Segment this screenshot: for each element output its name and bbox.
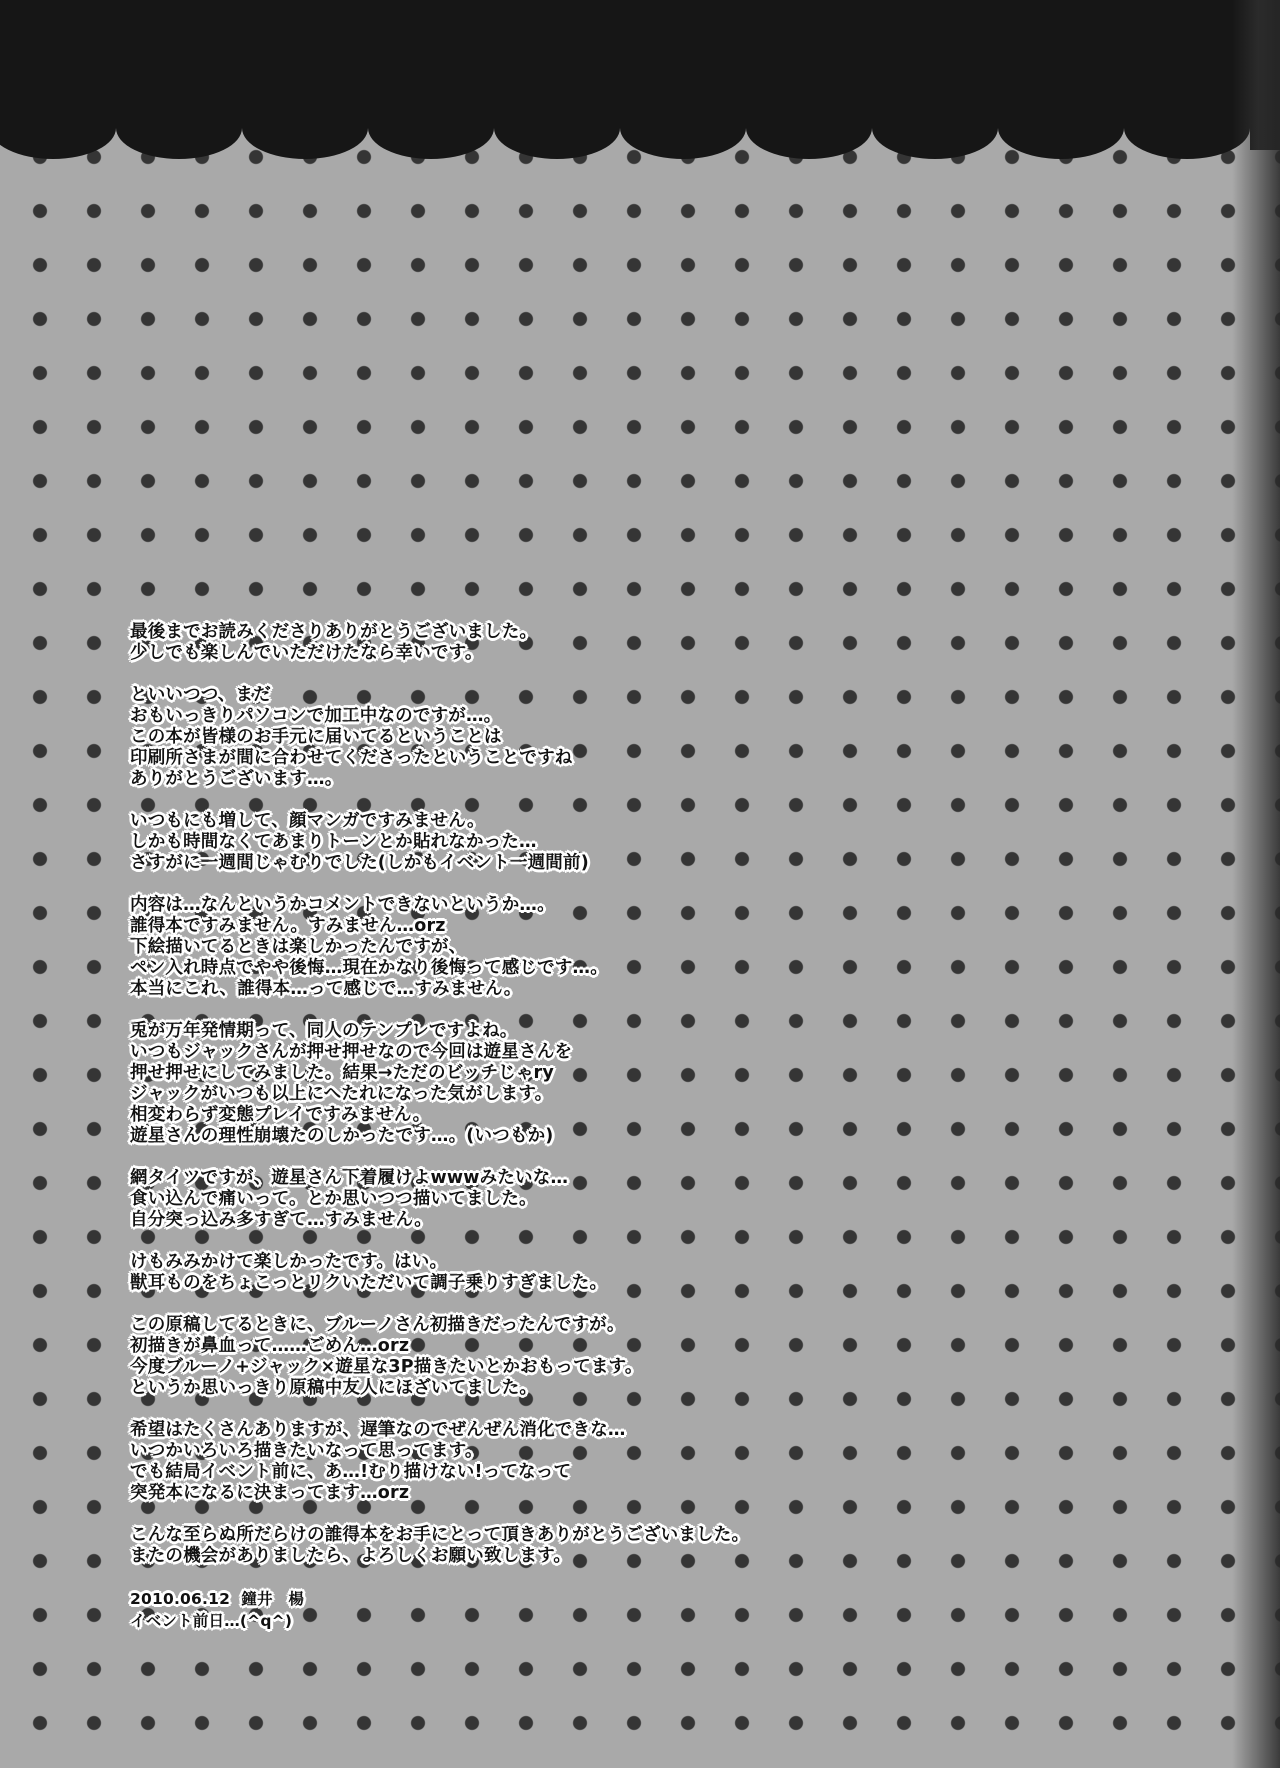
- text-line: いつもジャックさんが押せ押せなので今回は遊星さんを: [130, 1042, 573, 1062]
- signature-date: 2010.06.12: [130, 1590, 231, 1608]
- text-line: ありがとうございます…。: [130, 769, 343, 789]
- text-line: 初描きが鼻血って……ごめん…orz: [130, 1336, 410, 1356]
- text-line: またの機会がありましたら、よろしくお願い致します。: [130, 1546, 572, 1566]
- text-line: 本当にこれ、誰得本…って感じで…すみません。: [130, 979, 522, 999]
- text-line: おもいっきりパソコンで加工中なのですが…。: [130, 706, 502, 726]
- paragraph-closing: [130, 1525, 1130, 1567]
- text-line: というか思いっきり原稿中友人にほざいてました。: [130, 1378, 538, 1398]
- text-line: 希望はたくさんありますが、遅筆なのでぜんぜん消化できな…: [130, 1420, 626, 1440]
- text-line: 印刷所さまが間に合わせてくださったということですね: [130, 748, 573, 768]
- paragraph-rabbit: [130, 1021, 1130, 1147]
- paragraph-bruno: [130, 1315, 1130, 1399]
- text-line: さすがに一週間じゃむりでした(しかもイベント一週間前): [130, 853, 589, 873]
- paragraph-editing: [130, 685, 1130, 790]
- text-line: 誰得本ですみません。すみません…orz: [130, 916, 446, 936]
- text-line: 網タイツですが、遊星さん下着履けよwwwみたいな…: [130, 1168, 569, 1188]
- signature: [130, 1588, 1130, 1632]
- signature-author: 鐘井 楊: [241, 1590, 305, 1608]
- text-line: 少しでも楽しんでいただけたなら幸いです。: [130, 643, 483, 663]
- text-line: 相変わらず変態プレイですみません。: [130, 1105, 431, 1125]
- text-line: 兎が万年発情期って、同人のテンプレですよね。: [130, 1021, 518, 1041]
- text-line: といいつつ、まだ: [130, 685, 271, 705]
- text-line: ペン入れ時点でやや後悔…現在かなり後悔って感じです…。: [130, 958, 608, 978]
- text-line: 獣耳ものをちょこっとリクいただいて調子乗りすぎました。: [130, 1273, 608, 1293]
- text-line: いつもにも増して、顔マンガですみません。: [130, 811, 485, 831]
- text-line: 自分突っ込み多すぎて…すみません。: [130, 1210, 432, 1230]
- signature-line: [130, 1588, 1130, 1610]
- text-line: この本が皆様のお手元に届いてるということは: [130, 727, 502, 747]
- binding-shadow: [1232, 0, 1280, 1768]
- text-line: 内容は…なんというかコメントできないというか…。: [130, 895, 555, 915]
- text-line: 最後までお読みくださりありがとうございました。: [130, 622, 538, 642]
- text-line: いつかいろいろ描きたいなって思ってます。: [130, 1441, 483, 1461]
- text-line: けもみみかけて楽しかったです。はい。: [130, 1252, 448, 1272]
- afterword-text: [130, 622, 1130, 1653]
- paragraph-kemomimi: [130, 1252, 1130, 1294]
- text-line: でも結局イベント前に、あ…!むり描けない!ってなって: [130, 1462, 572, 1482]
- text-line: この原稿してるときに、ブルーノさん初描きだったんですが。: [130, 1315, 625, 1335]
- text-line: 食い込んで痛いって。とか思いつつ描いてました。: [130, 1189, 537, 1209]
- scalloped-top-band: [0, 0, 1280, 160]
- text-line: 遊星さんの理性崩壊たのしかったです…。(いつもか): [130, 1126, 554, 1146]
- paragraph-hopes: [130, 1420, 1130, 1504]
- text-line: 今度ブルーノ+ジャック×遊星な3P描きたいとかおもってます。: [130, 1357, 643, 1377]
- paragraph-thanks: [130, 622, 1130, 664]
- text-line: 下絵描いてるときは楽しかったんですが、: [130, 937, 467, 957]
- paragraph-tights: [130, 1168, 1130, 1231]
- text-line: しかも時間なくてあまりトーンとか貼れなかった…: [130, 832, 537, 852]
- text-line: 突発本になるに決まってます…orz: [130, 1483, 410, 1503]
- signature-note: イベント前日…(^q^): [130, 1612, 293, 1630]
- text-line: こんな至らぬ所だらけの誰得本をお手にとって頂きありがとうございました。: [130, 1525, 750, 1545]
- paragraph-content: [130, 895, 1130, 1000]
- paragraph-face-manga: [130, 811, 1130, 874]
- text-line: 押せ押せにしてみました。結果→ただのビッチじゃry: [130, 1063, 554, 1083]
- text-line: ジャックがいつも以上にへたれになった気がします。: [130, 1084, 553, 1104]
